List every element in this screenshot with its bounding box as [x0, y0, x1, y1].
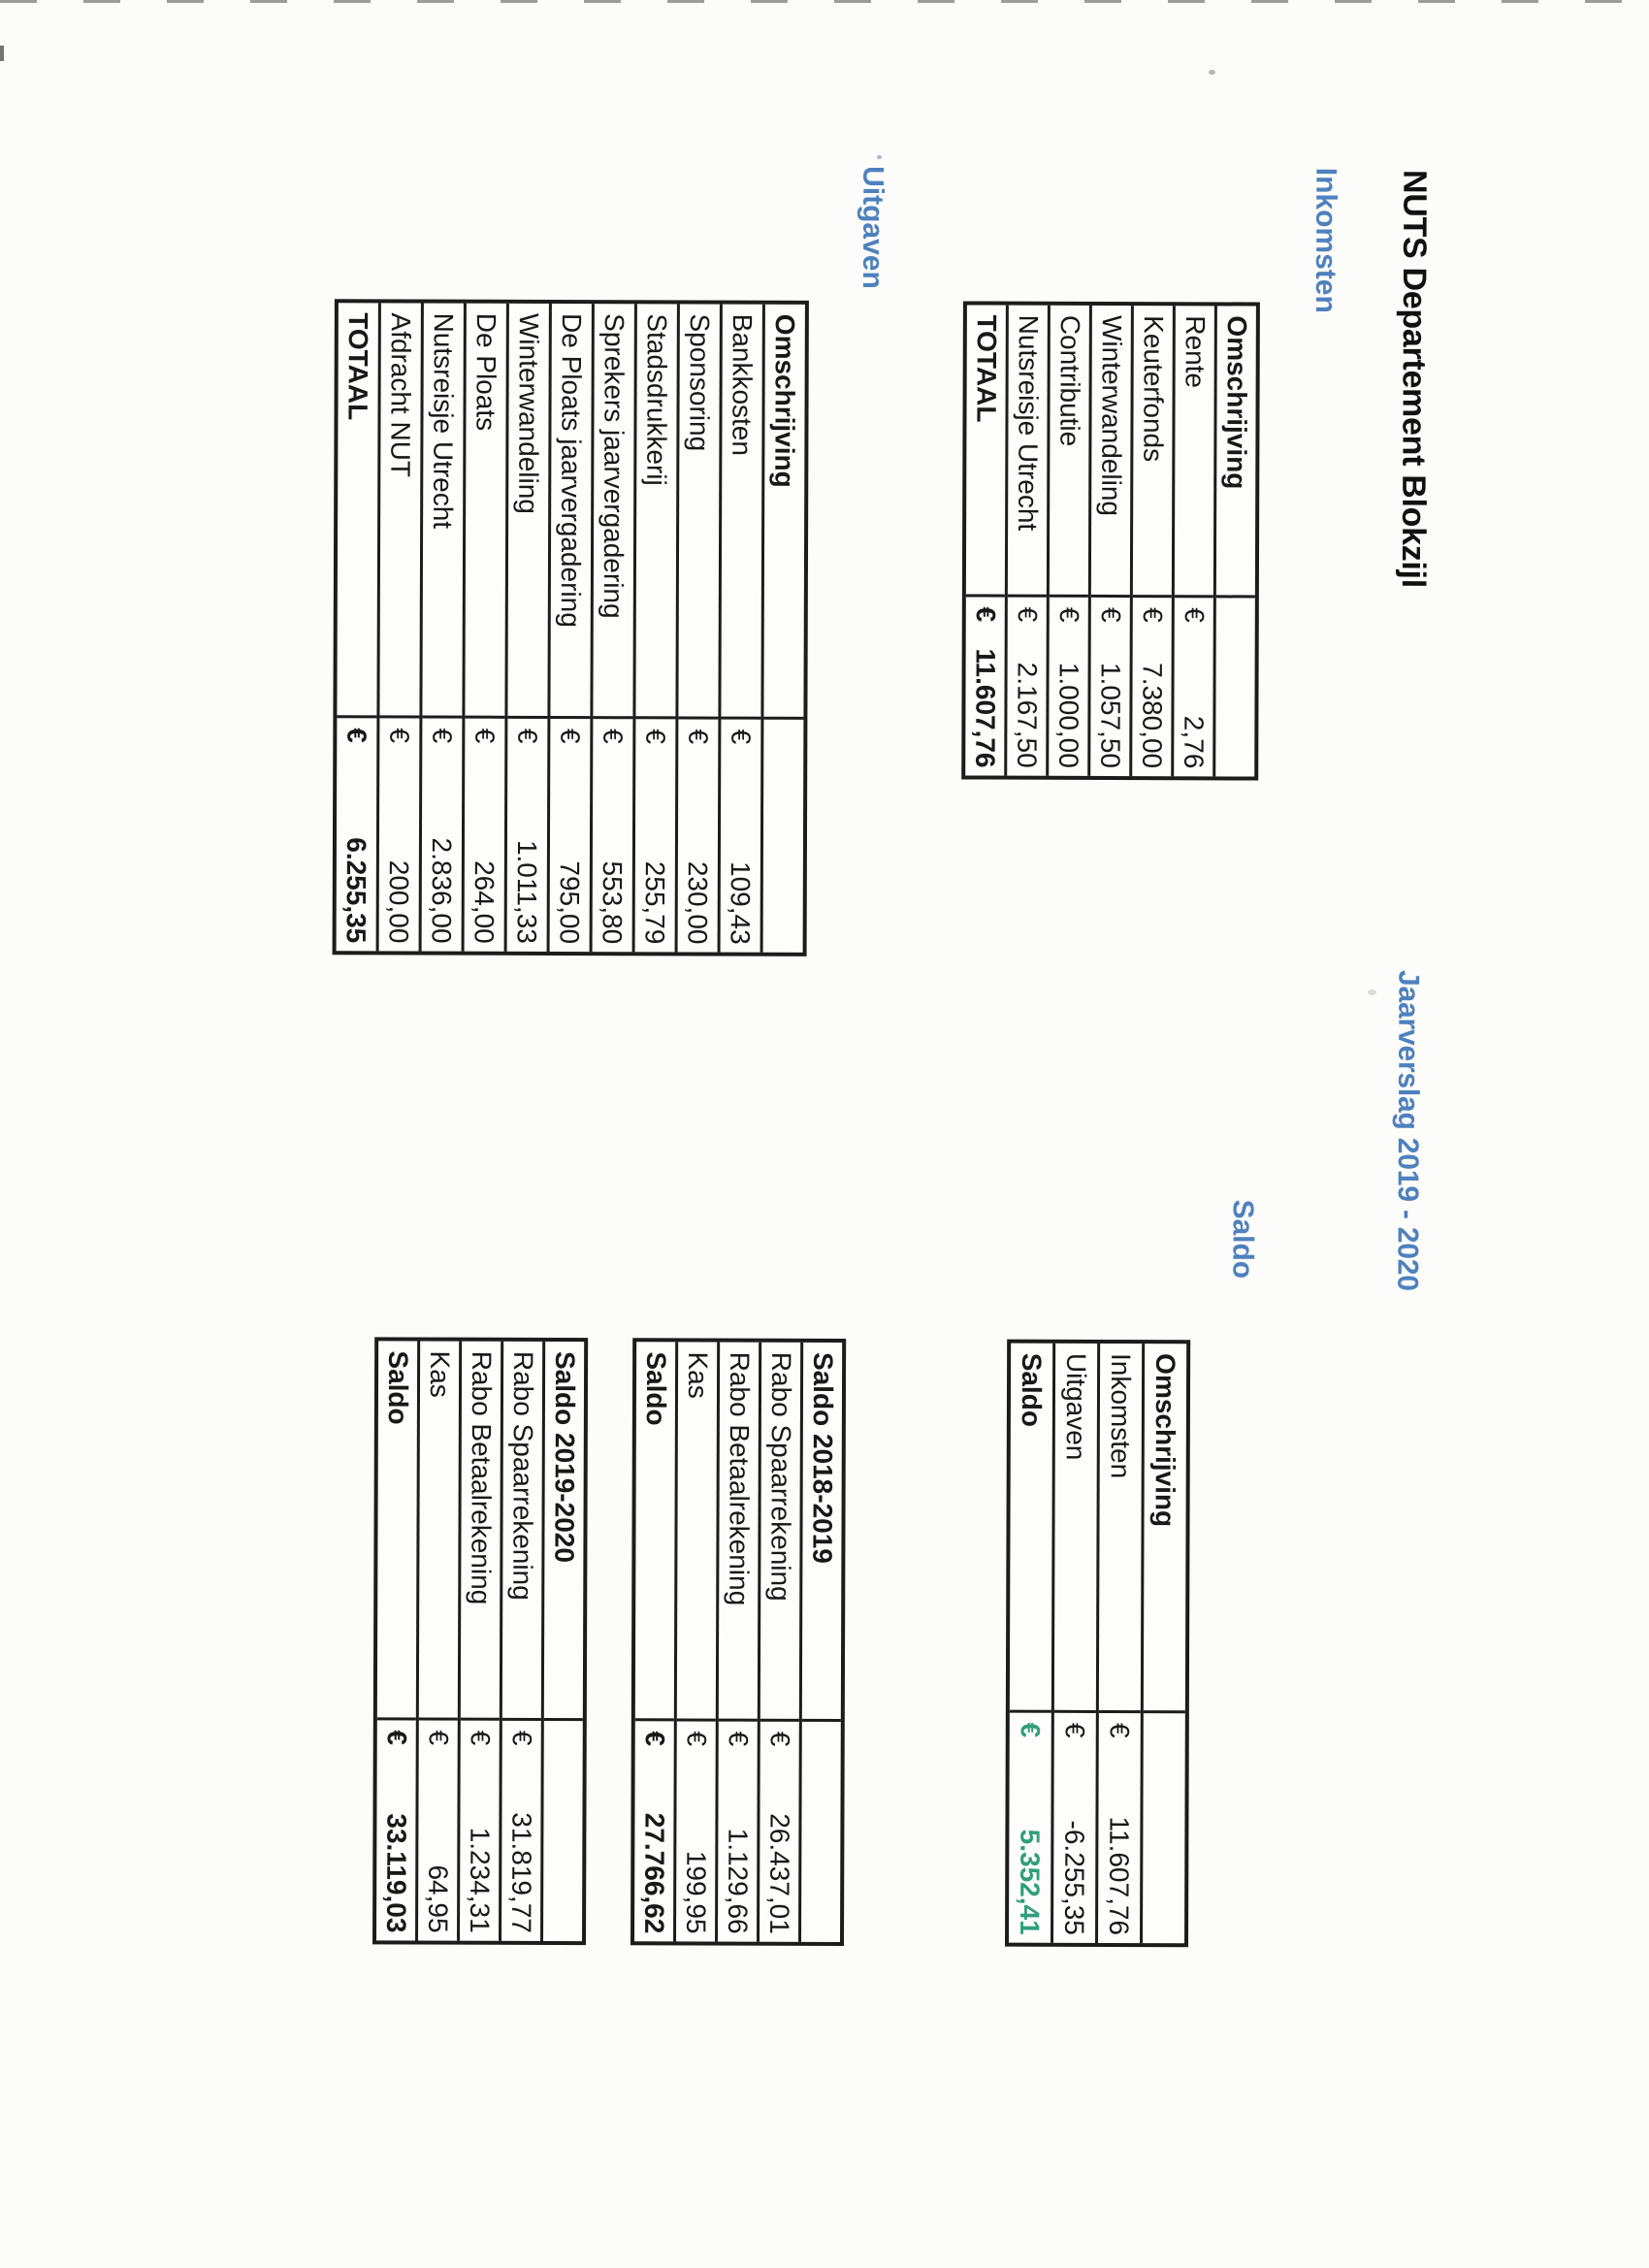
- table-row: [1049, 306, 1092, 776]
- row-value: [1143, 1713, 1185, 1943]
- amount: 1.057,50: [1095, 662, 1126, 769]
- table-total-row: [337, 303, 381, 951]
- currency-symbol: €: [970, 606, 1001, 623]
- row-label: Saldo: [1010, 1344, 1052, 1713]
- row-value: [678, 719, 719, 952]
- currency-symbol: €: [639, 1731, 670, 1747]
- row-label: Winterwandeling: [1091, 306, 1131, 598]
- currency-symbol: €: [1105, 1722, 1136, 1738]
- row-value: [465, 719, 505, 952]
- row-value: [376, 1720, 416, 1940]
- row-value: [1053, 1713, 1096, 1943]
- currency-symbol: €: [598, 729, 629, 744]
- amount: 7.380,00: [1137, 663, 1168, 769]
- table-row: [460, 1342, 503, 1941]
- amount: 264,00: [469, 860, 501, 944]
- currency-symbol: €: [427, 728, 458, 744]
- row-label: De Ploats: [465, 304, 505, 719]
- currency-symbol: €: [1179, 607, 1210, 623]
- table-row: [1132, 306, 1176, 776]
- currency-symbol: €: [1060, 1722, 1091, 1738]
- row-label: Sponsoring: [678, 304, 719, 719]
- currency-symbol: €: [1012, 606, 1043, 623]
- row-label: Omschrijving: [1144, 1344, 1186, 1713]
- row-label: Rabo Betaalrekening: [719, 1343, 759, 1722]
- row-value: [965, 597, 1005, 775]
- table-header-row: [763, 305, 805, 953]
- row-value: [760, 1722, 799, 1942]
- table-row: [422, 304, 467, 952]
- row-value: [801, 1722, 841, 1942]
- amount: 64,95: [423, 1864, 454, 1933]
- saldo-overview-table: [1005, 1340, 1190, 1948]
- row-label: Rabo Spaarrekening: [502, 1342, 542, 1721]
- row-label: TOTAAL: [966, 305, 1006, 597]
- row-value: [460, 1721, 500, 1941]
- table-row: [550, 304, 595, 952]
- saldo-2018-2019-table: [630, 1338, 846, 1946]
- row-value: [507, 719, 548, 952]
- amount: 200,00: [384, 859, 415, 944]
- table-header-row: [1215, 306, 1256, 776]
- amount: 6.255,35: [341, 837, 372, 944]
- row-value: [721, 720, 761, 953]
- amount: 33.119,03: [381, 1813, 412, 1933]
- amount: 230,00: [683, 860, 714, 945]
- currency-symbol: €: [723, 1731, 754, 1747]
- row-value: [1009, 1713, 1051, 1943]
- row-value: [593, 719, 633, 952]
- table-row: [718, 1343, 761, 1942]
- table-row: [760, 1343, 803, 1942]
- amount: 31.819,77: [506, 1812, 537, 1933]
- row-label: Rente: [1175, 306, 1214, 598]
- row-value: [550, 719, 591, 952]
- row-value: [718, 1722, 758, 1942]
- row-value: [379, 718, 420, 951]
- amount: 1.011,33: [512, 839, 543, 944]
- table-row: [1090, 306, 1134, 776]
- row-label: Stadsdrukkerij: [635, 304, 676, 719]
- amount: 11.607,76: [1104, 1816, 1135, 1936]
- row-value: [763, 720, 804, 953]
- page-title: NUTS Departement Blokzijl: [1394, 170, 1434, 588]
- row-label: Bankkosten: [721, 305, 761, 720]
- table-row: [501, 1342, 545, 1941]
- row-value: [418, 1721, 458, 1941]
- currency-symbol: €: [506, 1730, 537, 1746]
- table-total-row: [376, 1341, 420, 1940]
- table-row: [676, 1342, 720, 1941]
- table-row: [635, 304, 680, 952]
- table-row: [1174, 306, 1217, 776]
- table-row: [593, 304, 637, 952]
- amount: 11.607,76: [970, 648, 1001, 768]
- row-value: [543, 1721, 583, 1941]
- table-row: [507, 304, 552, 952]
- section-label-saldo: Saldo: [1226, 1199, 1259, 1280]
- table-row: [678, 304, 723, 952]
- row-label: Saldo: [377, 1341, 417, 1720]
- table-row: [1098, 1344, 1145, 1943]
- amount: 2.167,50: [1012, 662, 1043, 768]
- row-value: [676, 1721, 716, 1941]
- row-label: Sprekers jaarvergadering: [593, 304, 633, 719]
- table-row: [1053, 1344, 1100, 1943]
- currency-symbol: €: [1016, 1722, 1047, 1738]
- row-value: [1132, 598, 1172, 776]
- amount: 26.437,01: [764, 1813, 795, 1934]
- row-label: Rabo Spaarrekening: [760, 1343, 800, 1722]
- table-header-row: [801, 1343, 842, 1942]
- currency-symbol: €: [469, 728, 501, 744]
- row-value: [1174, 598, 1213, 776]
- page-subtitle: Jaarverslag 2019 - 2020: [1391, 970, 1425, 1291]
- currency-symbol: €: [384, 728, 415, 744]
- amount: 553,80: [598, 860, 629, 945]
- row-value: [422, 719, 463, 952]
- amount: 255,79: [640, 860, 671, 945]
- row-label: Saldo 2018-2019: [802, 1343, 842, 1722]
- row-value: [634, 1721, 674, 1941]
- amount: 27.766,62: [639, 1812, 670, 1934]
- currency-symbol: €: [764, 1731, 795, 1747]
- table-header-row: [543, 1342, 584, 1941]
- row-value: [1007, 598, 1047, 776]
- amount: 1.000,00: [1053, 662, 1084, 768]
- row-label: Contributie: [1050, 306, 1089, 598]
- amount: 795,00: [555, 860, 586, 945]
- section-label-inkomsten: Inkomsten: [1309, 167, 1342, 313]
- uitgaven-table: [333, 299, 809, 956]
- row-label: Afdracht NUT: [379, 303, 420, 718]
- row-label: Saldo: [635, 1342, 675, 1721]
- section-label-uitgaven: Uitgaven: [856, 166, 889, 289]
- currency-symbol: €: [465, 1730, 496, 1746]
- row-value: [635, 719, 676, 952]
- currency-symbol: €: [512, 728, 543, 744]
- currency-symbol: €: [726, 729, 757, 745]
- row-value: [1090, 598, 1130, 776]
- row-label: Kas: [677, 1342, 717, 1721]
- amount: 109,43: [726, 860, 757, 945]
- inkomsten-table: [961, 301, 1260, 780]
- currency-symbol: €: [1137, 607, 1168, 623]
- table-row: [1007, 306, 1051, 776]
- row-label: Keuterfonds: [1133, 306, 1173, 598]
- row-label: Uitgaven: [1054, 1344, 1097, 1713]
- table-total-row: [634, 1342, 678, 1941]
- row-label: Saldo 2019-2020: [544, 1342, 584, 1721]
- row-value: [501, 1721, 541, 1941]
- currency-symbol: €: [640, 729, 671, 744]
- currency-symbol: €: [423, 1730, 454, 1746]
- amount: -6.255,35: [1059, 1820, 1090, 1935]
- currency-symbol: €: [1095, 606, 1126, 623]
- row-value: [1049, 598, 1088, 776]
- currency-symbol: €: [555, 729, 586, 744]
- amount: 199,95: [681, 1850, 712, 1934]
- currency-symbol: €: [683, 729, 714, 745]
- row-label: Inkomsten: [1099, 1344, 1142, 1713]
- row-label: Omschrijving: [1216, 306, 1256, 598]
- currency-symbol: €: [341, 728, 372, 743]
- row-label: Nutsreisje Utrecht: [422, 304, 463, 719]
- table-row: [418, 1342, 462, 1941]
- currency-symbol: €: [681, 1731, 712, 1747]
- row-label: Rabo Betaalrekening: [461, 1342, 501, 1721]
- table-total-row: [1009, 1344, 1055, 1943]
- row-label: TOTAAL: [337, 303, 377, 718]
- table-row: [465, 304, 509, 952]
- amount: 1.234,31: [465, 1827, 496, 1933]
- amount: 1.129,66: [723, 1828, 754, 1934]
- table-row: [379, 303, 424, 951]
- row-value: [337, 718, 377, 951]
- row-label: Kas: [419, 1342, 459, 1721]
- row-label: De Ploats jaarvergadering: [550, 304, 591, 719]
- row-value: [1098, 1713, 1141, 1943]
- table-total-row: [965, 305, 1009, 775]
- amount: 5.352,41: [1015, 1829, 1046, 1935]
- currency-symbol: €: [381, 1730, 412, 1746]
- table-header-row: [1143, 1344, 1186, 1943]
- row-label: Nutsreisje Utrecht: [1008, 306, 1048, 598]
- row-value: [1215, 598, 1255, 776]
- row-label: Omschrijving: [763, 305, 804, 720]
- table-row: [721, 305, 765, 953]
- amount: 2.836,00: [427, 837, 458, 944]
- row-label: Winterwandeling: [507, 304, 548, 719]
- currency-symbol: €: [1053, 606, 1084, 623]
- amount: 2,76: [1179, 715, 1210, 769]
- saldo-2019-2020-table: [372, 1337, 588, 1945]
